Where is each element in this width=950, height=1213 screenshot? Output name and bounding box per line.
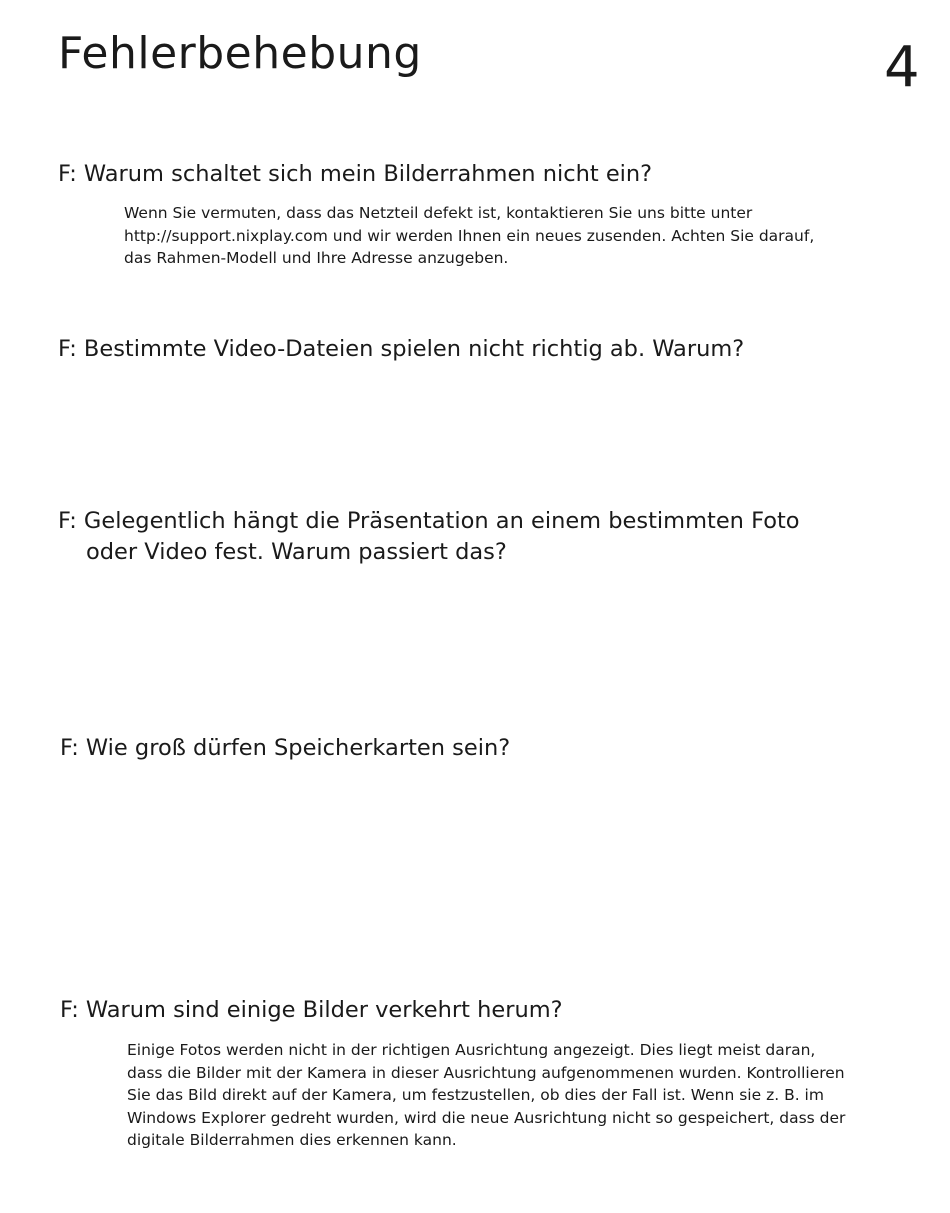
faq-answer-power — [124, 202, 814, 270]
faq-question-upside-down — [60, 995, 563, 1026]
faq-question-memory-card-size — [60, 733, 510, 764]
faq-answer-upside-down — [127, 1039, 845, 1152]
answer-line: Einige Fotos werden nicht in der richtigen Ausrichtung angezeigt. Dies liegt meist daran, — [127, 1041, 816, 1059]
question-line: F: Wie groß dürfen Speicherkarten sein? — [60, 735, 511, 761]
question-line: F: Gelegentlich hängt die Präsentation an einem bestimmten Foto — [58, 508, 800, 534]
answer-line: http://support.nixplay.com und wir werden Ihnen ein neues zusenden. Achten Sie darauf, — [124, 226, 815, 245]
question-line: oder Video fest. Warum passiert das? — [86, 539, 507, 565]
question-line: F: Warum schaltet sich mein Bilderrahmen nicht ein? — [58, 161, 653, 187]
page-title: Fehlerbehebung — [58, 28, 422, 79]
faq-question-video-files — [58, 334, 744, 365]
answer-line: Windows Explorer gedreht wurden, wird die neue Ausrichtung nicht so gespeichert, dass der — [127, 1108, 846, 1127]
answer-line: das Rahmen-Modell und Ihre Adresse anzugeben. — [124, 249, 509, 267]
answer-line: Wenn Sie vermuten, dass das Netzteil defekt ist, kontaktieren Sie uns bitte unter — [124, 204, 753, 222]
answer-line: Sie das Bild direkt auf der Kamera, um festzustellen, ob dies der Fall ist. Wenn sie z. B. im — [127, 1086, 824, 1104]
page-number: 4 — [884, 35, 920, 100]
faq-question-power — [58, 159, 652, 190]
answer-line: digitale Bilderrahmen dies erkennen kann. — [127, 1131, 457, 1149]
faq-question-presentation-stuck — [58, 506, 800, 568]
answer-line: dass die Bilder mit der Kamera in dieser Ausrichtung aufgenommenen wurden. Kontrollieren — [127, 1063, 845, 1082]
question-line: F: Bestimmte Video-Dateien spielen nicht richtig ab. Warum? — [58, 336, 745, 362]
question-line: F: Warum sind einige Bilder verkehrt herum? — [60, 997, 563, 1023]
